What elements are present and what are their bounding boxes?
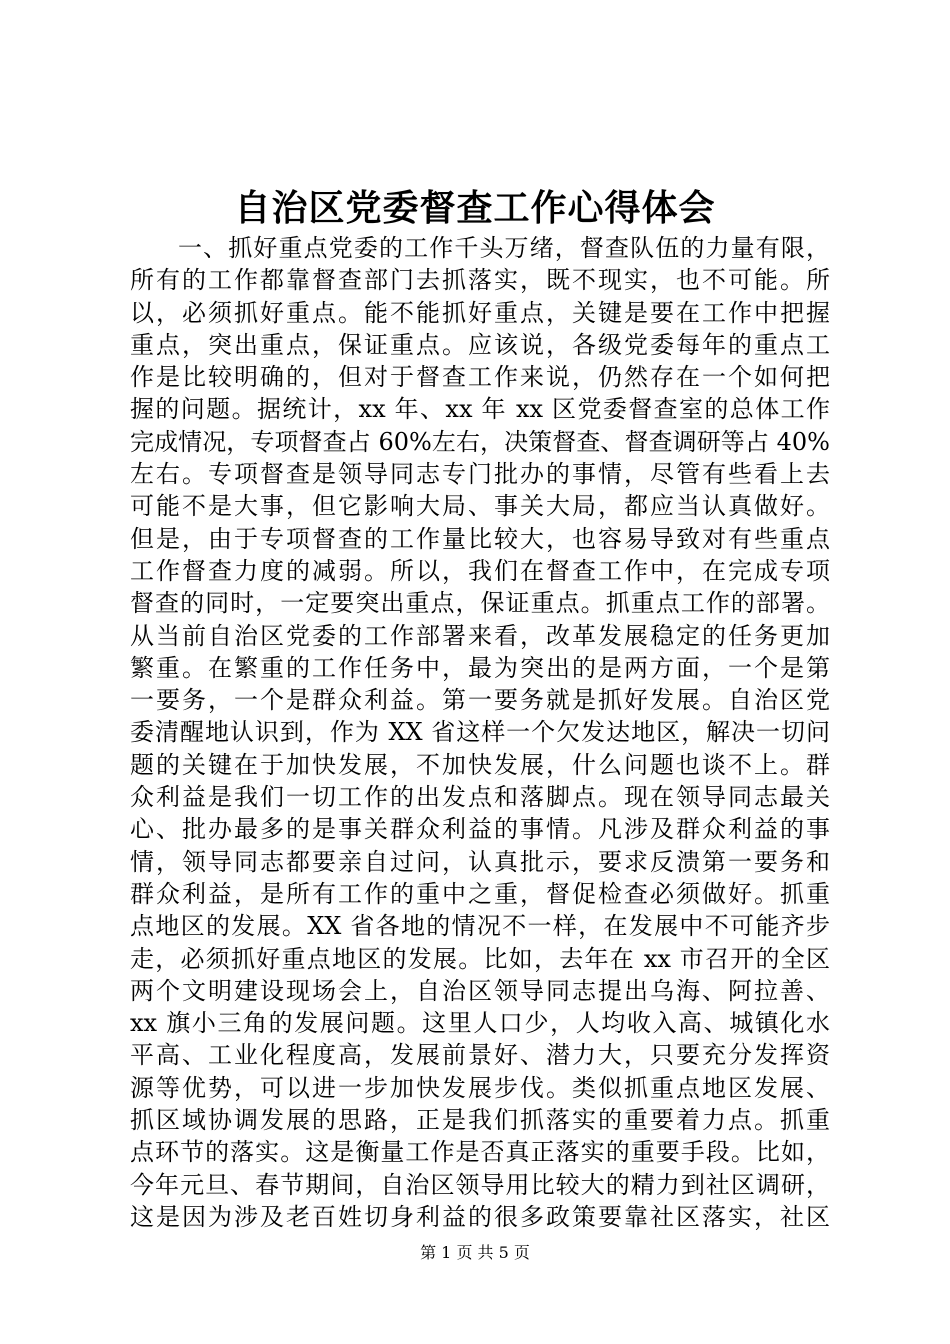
body-text-line: 今年元旦、春节期间，自治区领导用比较大的精力到社区调研， bbox=[130, 1170, 830, 1199]
body-text-line: 所有的工作都靠督查部门去抓落实，既不现实，也不可能。所 bbox=[130, 266, 830, 295]
body-text-line: 但是，由于专项督查的工作量比较大，也容易导致对有些重点 bbox=[130, 524, 830, 553]
body-text-line: 点环节的落实。这是衡量工作是否真正落实的重要手段。比如， bbox=[130, 1138, 830, 1167]
body-text-line: 群众利益，是所有工作的重中之重，督促检查必须做好。抓重 bbox=[130, 879, 830, 908]
body-text-line: 左右。专项督查是领导同志专门批办的事情，尽管有些看上去 bbox=[130, 460, 830, 489]
body-text-line: 平高、工业化程度高，发展前景好、潜力大，只要充分发挥资 bbox=[130, 1041, 830, 1070]
body-text-line: 两个文明建设现场会上，自治区领导同志提出乌海、阿拉善、 bbox=[130, 976, 830, 1005]
body-text-line: 走，必须抓好重点地区的发展。比如，去年在 xx 市召开的全区 bbox=[130, 944, 830, 973]
body-text-line: 握的问题。据统计，xx 年、xx 年 xx 区党委督查室的总体工作 bbox=[130, 395, 830, 424]
body-text-line: 重点，突出重点，保证重点。应该说，各级党委每年的重点工 bbox=[130, 330, 830, 359]
body-text-line: 源等优势，可以进一步加快发展步伐。类似抓重点地区发展、 bbox=[130, 1073, 830, 1102]
body-text-line: 题的关键在于加快发展，不加快发展，什么问题也谈不上。群 bbox=[130, 750, 830, 779]
body-text-line: 以，必须抓好重点。能不能抓好重点，关键是要在工作中把握 bbox=[130, 298, 830, 327]
body-text-line: 作是比较明确的，但对于督查工作来说，仍然存在一个如何把 bbox=[130, 363, 830, 392]
body-text-line: 情，领导同志都要亲自过问，认真批示，要求反溃第一要务和 bbox=[130, 847, 830, 876]
body-text-line: 这是因为涉及老百姓切身利益的很多政策要靠社区落实，社区 bbox=[130, 1202, 830, 1231]
page-number-footer: 第 1 页 共 5 页 bbox=[420, 1243, 530, 1262]
body-text-line: 可能不是大事，但它影响大局、事关大局，都应当认真做好。 bbox=[130, 492, 830, 521]
body-text-line: 委清醒地认识到，作为 XX 省这样一个欠发达地区，解决一切问 bbox=[130, 718, 830, 747]
body-text-line: 繁重。在繁重的工作任务中，最为突出的是两方面，一个是第 bbox=[130, 653, 830, 682]
body-text-line: 从当前自治区党委的工作部署来看，改革发展稳定的任务更加 bbox=[130, 621, 830, 650]
body-text-line: 完成情况，专项督查占 60%左右，决策督查、督查调研等占 40% bbox=[130, 427, 830, 456]
body-text-line: 督查的同时，一定要突出重点，保证重点。抓重点工作的部署。 bbox=[130, 589, 830, 618]
body-text-line: 众利益是我们一切工作的出发点和落脚点。现在领导同志最关 bbox=[130, 783, 830, 812]
body-text-line: 一要务，一个是群众利益。第一要务就是抓好发展。自治区党 bbox=[130, 686, 830, 715]
body-text-line: 心、批办最多的是事关群众利益的事情。凡涉及群众利益的事 bbox=[130, 815, 830, 844]
body-text-line: 点地区的发展。XX 省各地的情况不一样，在发展中不可能齐步 bbox=[130, 912, 830, 941]
body-text-line: 抓区域协调发展的思路，正是我们抓落实的重要着力点。抓重 bbox=[130, 1106, 830, 1135]
document-body bbox=[130, 232, 830, 1233]
body-text-line: xx 旗小三角的发展问题。这里人口少，人均收入高、城镇化水 bbox=[130, 1009, 830, 1038]
document-title: 自治区党委督查工作心得体会 bbox=[234, 187, 716, 229]
body-text-line: 工作督查力度的减弱。所以，我们在督查工作中，在完成专项 bbox=[130, 556, 830, 585]
body-text-line: 一、抓好重点党委的工作千头万绪，督查队伍的力量有限， bbox=[178, 234, 830, 262]
